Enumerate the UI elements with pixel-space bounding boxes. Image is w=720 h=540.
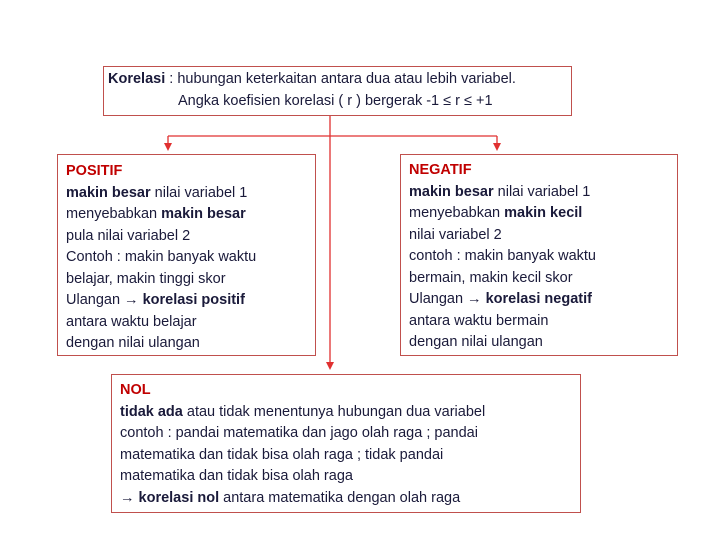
zero-line-5 xyxy=(120,488,580,510)
zero-line-3: matematika dan tidak bisa olah raga ; tidak pandai xyxy=(120,446,444,463)
negative-emphasis-1: makin besar xyxy=(409,183,494,200)
positive-emphasis-2: makin besar xyxy=(161,206,246,222)
zero-emphasis-1: tidak ada xyxy=(120,403,183,420)
negative-line-7: antara waktu bermain xyxy=(409,312,549,329)
negative-box xyxy=(400,154,678,356)
negative-emphasis-2: makin kecil xyxy=(504,205,583,221)
positive-conclusion: korelasi positif xyxy=(138,292,245,308)
positive-text-2: menyebabkan xyxy=(66,206,162,222)
zero-line-1 xyxy=(120,402,580,424)
positive-title: POSITIF xyxy=(66,163,123,179)
positive-line-4: Contoh : makin banyak waktu xyxy=(66,249,257,265)
negative-conclusion: korelasi negatif xyxy=(481,291,592,307)
right-arrow-icon: → xyxy=(120,489,135,506)
negative-line-5: bermain, makin kecil skor xyxy=(409,269,573,286)
zero-text-5: antara matematika dengan olah raga xyxy=(219,489,461,506)
negative-text-6: Ulangan xyxy=(409,291,468,307)
zero-box xyxy=(111,374,581,513)
zero-text-1: atau tidak menentunya hubungan dua variabel xyxy=(182,403,486,420)
positive-line-2 xyxy=(66,204,315,226)
right-arrow-icon: → xyxy=(467,291,482,307)
positive-line-5: belajar, makin tinggi skor xyxy=(66,270,226,287)
right-arrow-icon: → xyxy=(124,292,139,308)
positive-box xyxy=(57,154,316,356)
negative-line-4: contoh : makin banyak waktu xyxy=(409,248,596,264)
positive-text-6: Ulangan xyxy=(66,292,125,308)
negative-line-3: nilai variabel 2 xyxy=(409,226,502,243)
definition-range: Angka koefisien korelasi ( r ) bergerak -1 ≤ r ≤ +1 xyxy=(178,92,493,109)
negative-line-6 xyxy=(409,289,677,311)
definition-description: : hubungan keterkaitan antara dua atau lebih variabel. xyxy=(165,71,516,87)
positive-line-7: antara waktu belajar xyxy=(66,313,197,330)
definition-term: Korelasi xyxy=(108,71,166,87)
zero-title: NOL xyxy=(120,382,151,398)
positive-line-8: dengan nilai ulangan xyxy=(66,335,200,351)
positive-line-6 xyxy=(66,290,315,312)
negative-text-2: menyebabkan xyxy=(409,205,505,221)
positive-emphasis-1: makin besar xyxy=(66,184,151,201)
zero-conclusion: korelasi nol xyxy=(134,489,220,506)
positive-line-1 xyxy=(66,183,315,205)
positive-line-3: pula nilai variabel 2 xyxy=(66,227,191,244)
definition-box xyxy=(103,66,572,116)
definition-line xyxy=(108,69,571,91)
positive-text-1: nilai variabel 1 xyxy=(150,184,248,201)
negative-text-1: nilai variabel 1 xyxy=(493,183,591,200)
negative-title: NEGATIF xyxy=(409,162,472,178)
negative-line-2 xyxy=(409,203,677,225)
zero-line-2: contoh : pandai matematika dan jago olah raga ; pandai xyxy=(120,425,478,441)
negative-line-8: dengan nilai ulangan xyxy=(409,334,543,350)
zero-line-4: matematika dan tidak bisa olah raga xyxy=(120,468,353,484)
negative-line-1 xyxy=(409,182,677,204)
